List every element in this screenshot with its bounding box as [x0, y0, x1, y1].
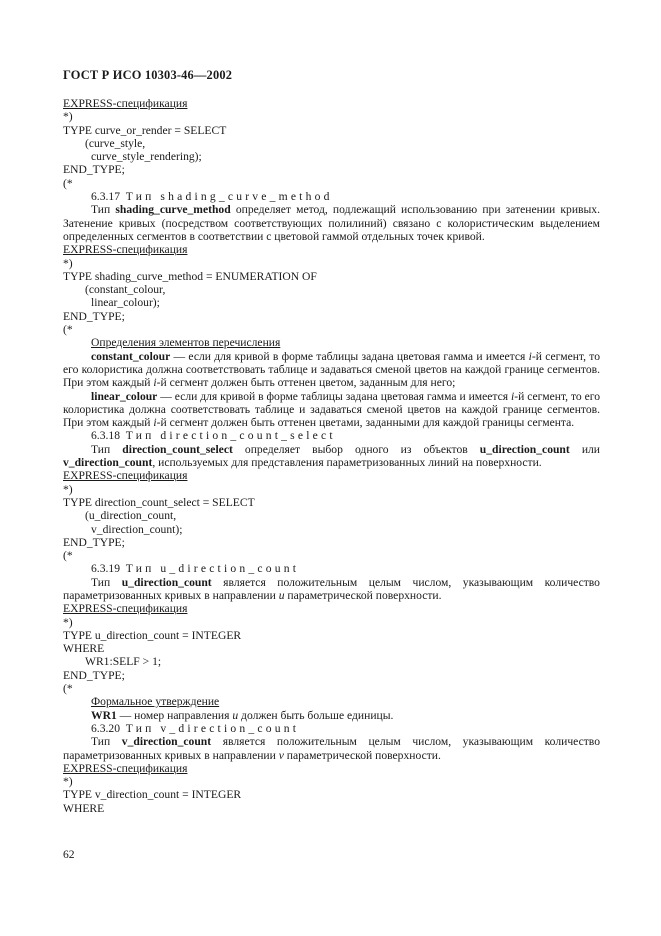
express-spec-label: EXPRESS-спецификация: [63, 243, 188, 257]
code-line: WHERE: [63, 642, 105, 656]
section-word: Тип: [125, 562, 155, 576]
paragraph: [63, 576, 600, 603]
term: v_direction_count: [121, 735, 212, 749]
text: параметрической поверхности.: [284, 588, 442, 602]
express-spec-label: EXPRESS-спецификация: [63, 761, 188, 775]
paragraph: [63, 735, 600, 762]
text: Тип: [91, 442, 123, 456]
paragraph: [63, 443, 600, 470]
term: u_direction_count: [121, 575, 212, 589]
section-name: u_direction_count: [160, 562, 300, 576]
code-line: *): [63, 110, 73, 124]
section-name: direction_count_select: [160, 429, 336, 443]
paragraph: [63, 350, 600, 390]
text: является положительным целым числом, указывающим количество параметризованных кривых в направлении: [63, 735, 600, 762]
paragraph: [63, 390, 600, 430]
text: — номер направления: [116, 708, 233, 722]
code-line: END_TYPE;: [63, 668, 125, 682]
italic: i: [528, 349, 532, 363]
text: или: [569, 442, 601, 456]
code-line: TYPE curve_or_render = SELECT: [63, 123, 227, 137]
section-name: v_direction_count: [160, 721, 300, 735]
text: определяет метод, подлежащий использованию при затенении кривых. Затенение кривых (посредством соответствующих полилиний) связано с колористическим выделением определенных сегментов в соответствии с цветовой гаммой отдельных точек кривой.: [63, 203, 601, 243]
text: является положительным целым числом, указывающим количество параметризованных кривых в направлении: [63, 575, 600, 602]
section-number: 6.3.17: [91, 190, 120, 204]
section-heading-6-3-20: [63, 722, 600, 735]
italic: i: [153, 416, 157, 430]
term: WR1: [91, 708, 117, 722]
section-word: Тип: [125, 429, 155, 443]
code-line: curve_style_rendering);: [91, 150, 202, 164]
text: -й сегмент должен быть оттенен цветами, заданными для каждой границы сегмента.: [156, 416, 575, 430]
code-line: linear_colour);: [91, 296, 160, 310]
italic: i: [153, 376, 157, 390]
code-line: TYPE v_direction_count = INTEGER: [63, 788, 242, 802]
page-number: 62: [63, 848, 75, 861]
code-line: (*: [63, 323, 73, 337]
section-name: shading_curve_method: [160, 190, 333, 204]
section-number: 6.3.18: [91, 429, 120, 443]
term: u_direction_count: [479, 442, 570, 456]
code-line: WHERE: [63, 801, 105, 815]
italic: i: [511, 389, 515, 403]
code-line: (u_direction_count,: [85, 509, 177, 523]
code-line: END_TYPE;: [63, 535, 125, 549]
term: shading_curve_method: [115, 203, 231, 217]
code-line: END_TYPE;: [63, 163, 125, 177]
text: Тип: [91, 735, 122, 749]
code-line: v_direction_count);: [91, 522, 183, 536]
italic: u: [278, 588, 285, 602]
italic: v: [278, 748, 284, 762]
express-spec-label: EXPRESS-спецификация: [63, 469, 188, 483]
section-word: Тип: [125, 721, 155, 735]
code-line: WR1:SELF > 1;: [85, 655, 162, 669]
term: constant_colour: [91, 349, 171, 363]
italic: u: [232, 708, 239, 722]
code-line: (*: [63, 549, 73, 563]
text: — если для кривой в форме таблицы задана цветовая гамма и имеется: [170, 349, 529, 363]
page-header: ГОСТ Р ИСО 10303-46—2002: [63, 68, 233, 82]
text: Тип: [91, 575, 122, 589]
code-line: TYPE direction_count_select = SELECT: [63, 495, 255, 509]
subheading: Формальное утверждение: [91, 695, 220, 709]
code-line: (curve_style,: [85, 136, 146, 150]
section-number: 6.3.20: [91, 721, 120, 735]
text: параметрической поверхности.: [283, 748, 441, 762]
text: , используемых для представления параметризованных линий на поверхности.: [152, 456, 542, 470]
code-line: TYPE shading_curve_method = ENUMERATION OF: [63, 269, 317, 283]
text: -й сегмент должен быть оттенен цветом, заданным для него;: [156, 376, 456, 390]
text: должен быть больше единицы.: [238, 708, 394, 722]
text: определяет выбор одного из объектов: [232, 442, 480, 456]
code-line: (constant_colour,: [85, 283, 166, 297]
code-line: *): [63, 482, 73, 496]
express-spec-label: EXPRESS-спецификация: [63, 97, 188, 110]
section-heading-6-3-18: [63, 429, 600, 442]
paragraph: [63, 709, 600, 722]
code-line: TYPE u_direction_count = INTEGER: [63, 628, 242, 642]
text: -й сегмент, то его колористика должна соответствовать таблице и задаваться сменой цветов на каждой границе сегментов. При этом каждый: [63, 349, 601, 390]
text: Тип: [91, 203, 116, 217]
section-number: 6.3.19: [91, 562, 120, 576]
term: v_direction_count: [63, 456, 153, 470]
code-line: *): [63, 256, 73, 270]
term: direction_count_select: [122, 442, 233, 456]
section-heading-6-3-19: [63, 562, 600, 575]
text: — если для кривой в форме таблицы задана цветовая гамма и имеется: [157, 389, 512, 403]
subheading: Определения элементов перечисления: [91, 336, 281, 350]
section-word: Тип: [125, 190, 155, 204]
paragraph: [63, 203, 600, 243]
page-content: [63, 97, 600, 815]
code-line: (*: [63, 176, 73, 190]
code-line: (*: [63, 682, 73, 696]
section-heading-6-3-17: [63, 190, 600, 203]
code-line: *): [63, 615, 73, 629]
term: linear_colour: [91, 389, 158, 403]
code-line: *): [63, 775, 73, 789]
express-spec-label: EXPRESS-спецификация: [63, 602, 188, 616]
text: -й сегмент, то его колористика должна соответствовать таблице и задаваться сменой цветов на каждой границе сегментов. При этом каждый: [63, 389, 600, 430]
code-line: END_TYPE;: [63, 309, 125, 323]
